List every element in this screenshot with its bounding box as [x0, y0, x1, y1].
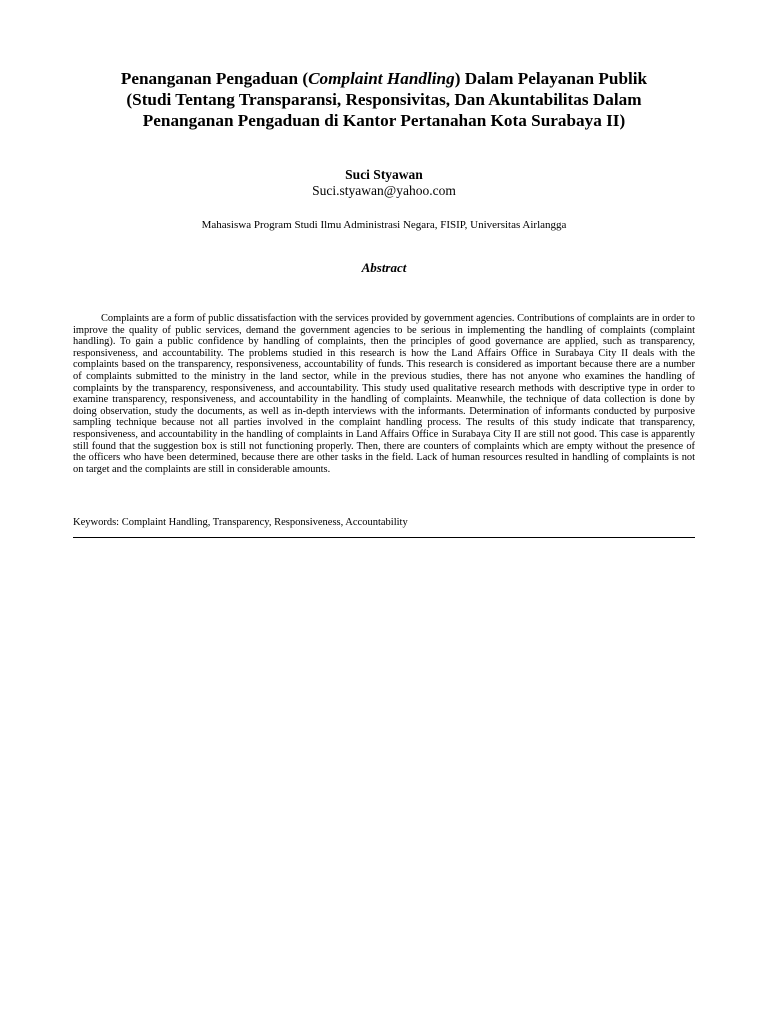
author-email: Suci.styawan@yahoo.com — [312, 183, 456, 198]
paper-title — [60, 68, 708, 131]
author-affiliation: Mahasiswa Program Studi Ilmu Administrasi Negara, FISIP, Universitas Airlangga — [201, 219, 567, 231]
title-italic-term: Complaint Handling — [308, 69, 455, 88]
title-line-3: Penanganan Pengaduan di Kantor Pertanahan Kota Surabaya II) — [142, 111, 626, 130]
keywords: Keywords: Complaint Handling, Transparency, Responsiveness, Accountability — [73, 517, 408, 528]
horizontal-rule — [73, 537, 695, 538]
abstract-body: Complaints are a form of public dissatisfaction with the services provided by government agencies. Contributions of complaints are in order to improve the quality of public services, demand the government agencies to be serious in implementing the handling of complaints (complaint handling). To gain a public confidence by handling of complaints, then the principles of good governance are applied, such as transparency, responsiveness, and accountability. The problems studied in this research is how the Land Affairs Office in Surabaya City II deals with the complaints based on the transparency, responsiveness, accountability of funds. This research is considered as important because there are a number of complaints submitted to the ministry in the land sector, while in the previous studies, there has not anyone who examines the handling of complaints by the transparency, responsiveness, and accountability. This study used qualitative research methods with descriptive type in order to examine transparency, responsiveness, and accountability in the handling of complaints. Meanwhile, the technique of data collection is done by doing observation, study the documents, as well as in-depth interviews with the informants. Determination of informants conducted by purposive sampling technique because not all parties involved in the complaint handling process. The results of this study indicate that transparency, responsiveness, and accountability in the handling of complaints in Land Affairs Office in Surabaya City II are still not good. This case is apparently still found that the suggestion box is still not functioning properly. Then, there are counters of complaints which are empty without the presence of the officers who have been determined, because there are other tasks in the field. Lack of human resources resulted in handling of complaints is not on target and the complaints are still in considerable amounts. — [73, 313, 695, 475]
abstract-heading: Abstract — [361, 260, 407, 275]
title-line-2: (Studi Tentang Transparansi, Responsivitas, Dan Akuntabilitas Dalam — [126, 90, 642, 109]
title-line-1: Penanganan Pengaduan (Complaint Handling) Dalam Pelayanan Publik — [120, 69, 648, 88]
author-name: Suci Styawan — [345, 167, 423, 182]
